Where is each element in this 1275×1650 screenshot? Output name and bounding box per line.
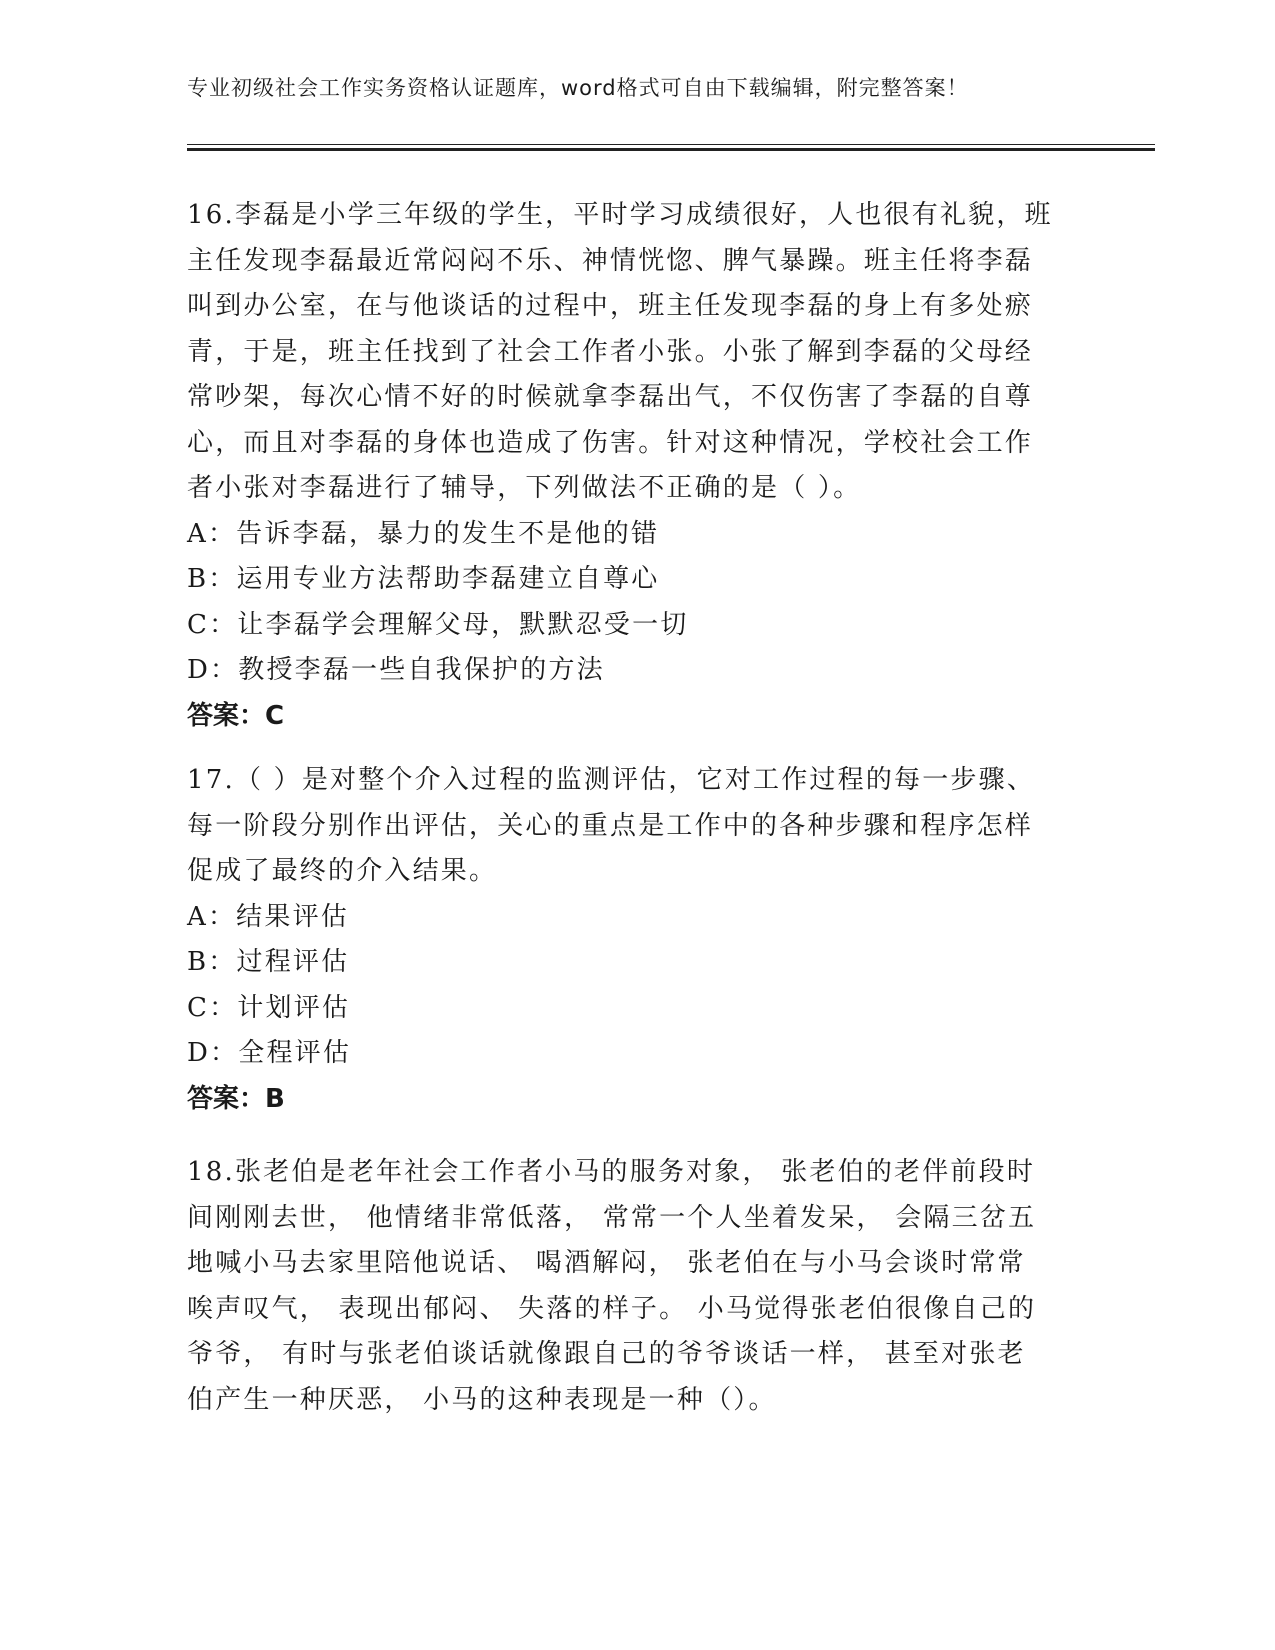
- header-divider-thick: [187, 148, 1155, 151]
- option-d: D：全程评估: [187, 1038, 352, 1068]
- question-text: 17.（ ）是对整个介入过程的监测评估，它对工作过程的每一步骤、 每一阶段分别作出评估，关心的重点是工作中的各种步骤和程序怎样 促成了最终的介入结果。: [187, 765, 1036, 886]
- option-a: A：结果评估: [187, 901, 349, 932]
- option-c: C：让李磊学会理解父母，默默忍受一切: [187, 609, 689, 640]
- option-c: C：计划评估: [187, 992, 351, 1023]
- question-16: [187, 193, 1087, 739]
- option-d: D：教授李磊一些自我保护的方法: [187, 655, 605, 685]
- option-a: A：告诉李磊，暴力的发生不是他的错: [187, 518, 660, 549]
- option-b: B：过程评估: [187, 947, 350, 977]
- question-text: 18.张老伯是老年社会工作者小马的服务对象， 张老伯的老伴前段时 间刚刚去世， 他情绪非常低落， 常常一个人坐着发呆， 会隔三岔五 地喊小马去家里陪他说话、 喝酒解闷， 张老伯在与小马会谈时常常 唉声叹气， 表现出郁闷、 失落的样子。 小马觉得张老伯很像自己的 爷爷， 有时与张老伯谈话就像跟自己的爷爷谈话一样， 甚至对张老 伯产生一种厌恶， 小马的这种表现是一种（）。: [187, 1157, 1037, 1415]
- option-b: B：运用专业方法帮助李磊建立自尊心: [187, 564, 660, 594]
- question-text: 16.李磊是小学三年级的学生，平时学习成绩很好，人也很有礼貌，班 主任发现李磊最近常闷闷不乐、神情恍惚、脾气暴躁。班主任将李磊 叫到办公室，在与他谈话的过程中，班主任发现李磊的身上有多处瘀 青，于是，班主任找到了社会工作者小张。小张了解到李磊的父母经 常吵架，每次心情不好的时候就拿李磊出气，不仅伤害了李磊的自尊 心，而且对李磊的身体也造成了伤害。针对这种情况，学校社会工作 者小张对李磊进行了辅导，下列做法不正确的是（ ）。: [187, 200, 1053, 503]
- question-17: [187, 758, 1087, 1122]
- answer: 答案：C: [187, 700, 285, 731]
- header-divider-thin: [187, 144, 1155, 145]
- answer: 答案：B: [187, 1083, 285, 1114]
- header-title: 专业初级社会工作实务资格认证题库，word格式可自由下载编辑，附完整答案！: [187, 76, 969, 100]
- question-18: [187, 1150, 1087, 1423]
